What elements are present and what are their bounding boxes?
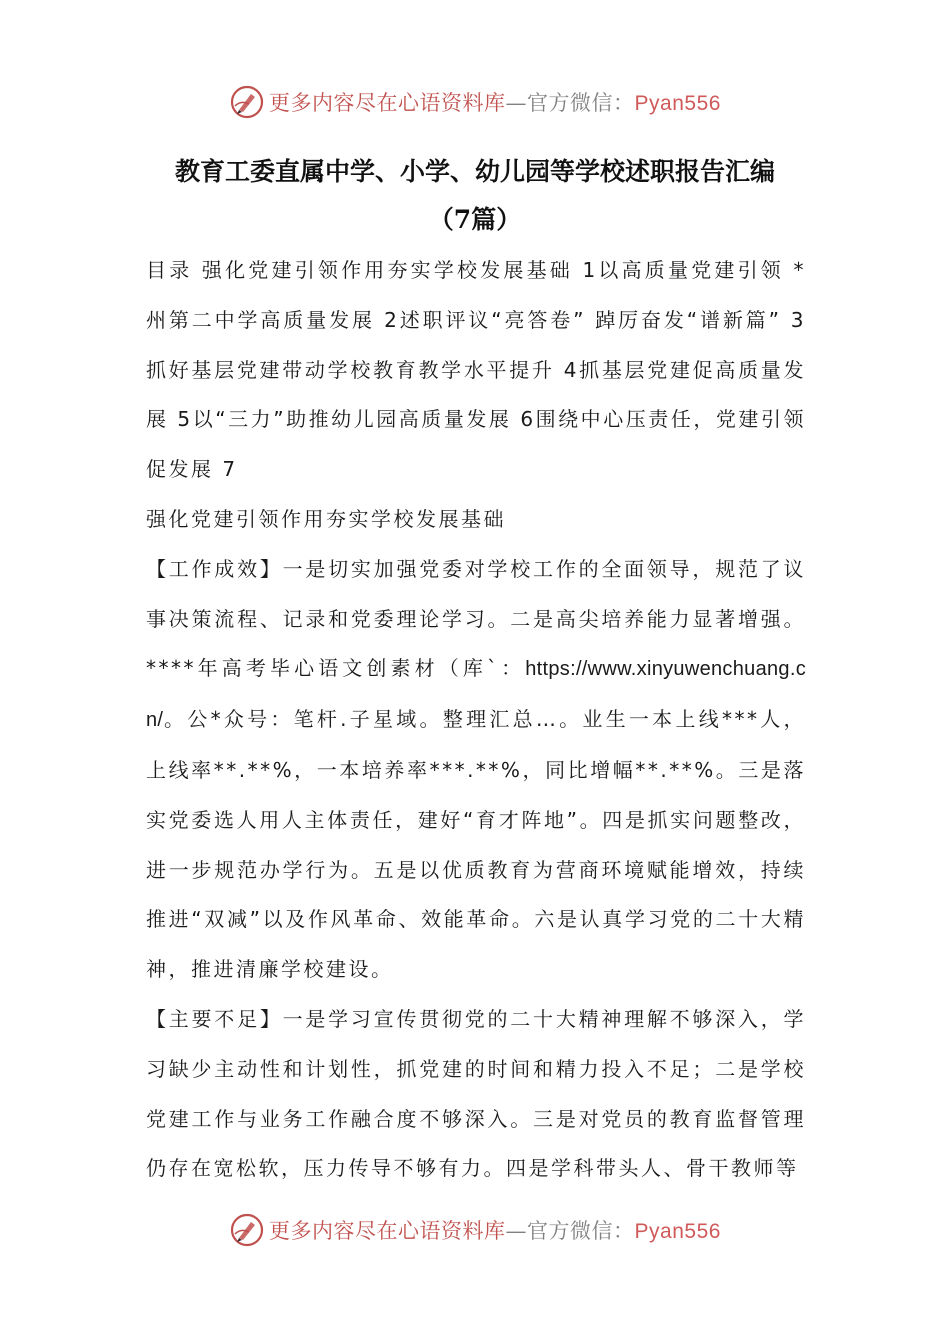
banner-dash: — [505, 91, 528, 115]
table-of-contents: 目录 强化党建引领作用夯实学校发展基础 1以高质量党建引领 *州第二中学高质量发展 2述职评议“亮答卷” 踔厉奋发“谱新篇” 3抓好基层党建带动学校教育教学水平提升 4抓基层党建促高质量发展 5以“三力”助推幼儿园高质量发展 6围绕中心压责任，党建引领促发展 7 [146, 258, 806, 482]
achievements-text-part2: 。公*众号：笔杆.子星域。整理汇总…。业生一本上线***人，上线率**.**%，一本培养率***.**%，同比增幅**.**%。三是落实党委选人用人主体责任，建好“育才阵地”。四是抓实问题整改，进一步规范办学行为。五是以优质教育为营商环境赋能增效，持续推进“双减”以及作风革命、效能革命。六是认真学习党的二十大精神，推进清廉学校建设。 [146, 707, 806, 982]
footer-watermark-banner [0, 1208, 950, 1252]
banner-slogan: 更多内容尽在心语资料库 [269, 91, 506, 115]
banner-official-label: 官方微信： [527, 1219, 635, 1243]
banner-official-label: 官方微信： [527, 91, 635, 115]
source-url-link[interactable]: https://www.xinyuwenchuang.cn/ [146, 658, 806, 732]
banner-dash: — [505, 1219, 528, 1243]
header-watermark-banner [0, 80, 950, 124]
achievements-paragraph [146, 545, 806, 995]
document-body [146, 246, 806, 1194]
document-title-count: （7篇） [428, 205, 522, 234]
document-title: 教育工委直属中学、小学、幼儿园等学校述职报告汇编 [174, 157, 775, 186]
pen-logo-icon [229, 84, 265, 120]
banner-text-group [269, 87, 721, 117]
banner-wechat-id: Pyan556 [634, 1220, 721, 1243]
achievements-text-part1: 【工作成效】一是切实加强党委对学校工作的全面领导，规范了议事决策流程、记录和党委理论学习。二是高尖培养能力显著增强。****年高考毕心语文创素材（库`： [146, 556, 806, 681]
section-heading: 强化党建引领作用夯实学校发展基础 [146, 506, 506, 531]
banner-wechat-id: Pyan556 [634, 92, 721, 115]
banner-text-group [269, 1215, 721, 1245]
banner-slogan: 更多内容尽在心语资料库 [269, 1219, 506, 1243]
pen-logo-icon [229, 1212, 265, 1248]
shortcomings-paragraph: 【主要不足】一是学习宣传贯彻党的二十大精神理解不够深入，学习缺少主动性和计划性，抓党建的时间和精力投入不足；二是学校党建工作与业务工作融合度不够深入。三是对党员的教育监督管理仍存在宽松软，压力传导不够有力。四是学科带头人、骨干教师等 [146, 1006, 806, 1181]
